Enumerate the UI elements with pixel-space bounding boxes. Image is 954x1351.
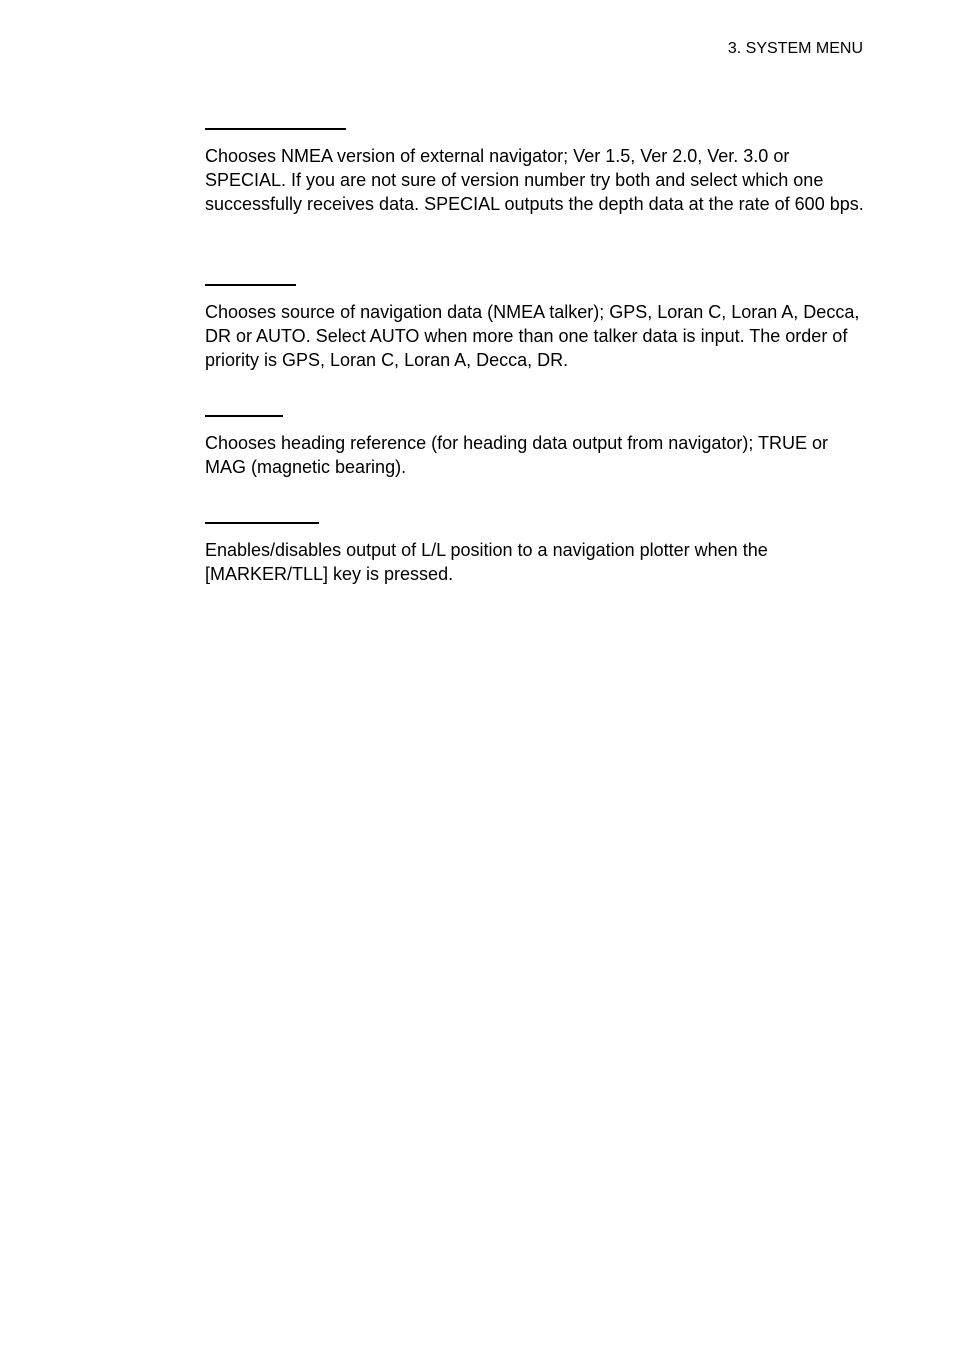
- section-nmea-version: [205, 128, 865, 217]
- section-nav-data-source: [205, 284, 865, 373]
- section-description: Chooses source of navigation data (NMEA talker); GPS, Loran C, Loran A, Decca, DR or AUTO. Select AUTO when more than one talker data is input. The order of priority is GPS, Loran C, Loran A, Decca, DR.: [205, 302, 860, 371]
- section-heading-rule: [205, 522, 319, 524]
- page-header-chapter: 3. SYSTEM MENU: [727, 40, 863, 57]
- section-description: Enables/disables output of L/L position to a navigation plotter when the [MARKER/TLL] key is pressed.: [205, 540, 768, 585]
- section-ll-output: [205, 522, 865, 586]
- section-description: Chooses NMEA version of external navigator; Ver 1.5, Ver 2.0, Ver. 3.0 or SPECIAL. If you are not sure of version number try both and select which one successfully receives data. SPECIAL outputs the depth data at the rate of 600 bps.: [205, 146, 864, 215]
- section-heading-reference: [205, 415, 865, 479]
- section-heading-rule: [205, 284, 296, 286]
- section-heading-rule: [205, 415, 283, 417]
- section-heading-rule: [205, 128, 346, 130]
- section-description: Chooses heading reference (for heading data output from navigator); TRUE or MAG (magnetic bearing).: [205, 433, 829, 478]
